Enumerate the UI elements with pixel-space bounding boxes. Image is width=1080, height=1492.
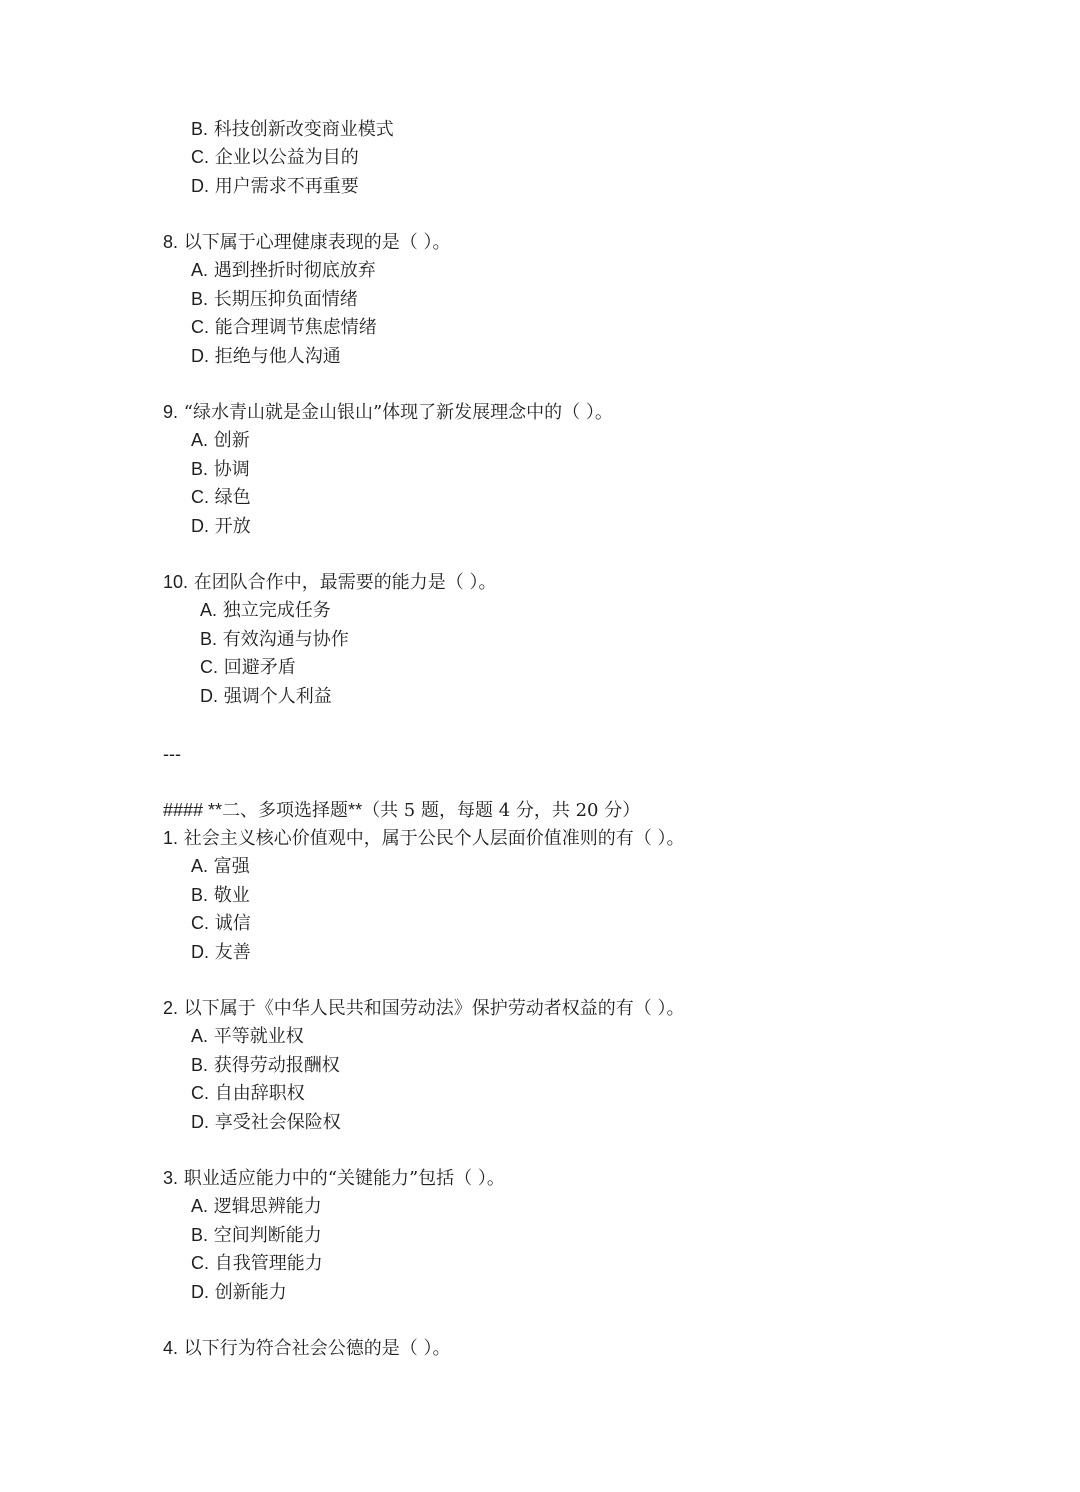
option-a: A. 创新 (191, 430, 250, 452)
multi-question-2 (163, 994, 963, 1136)
option-d: D. 用户需求不再重要 (191, 175, 359, 197)
option-c: C. 回避矛盾 (200, 657, 296, 679)
option-c: C. 企业以公益为目的 (191, 147, 359, 169)
multi-question-3 (163, 1164, 963, 1306)
option-d: D. 享受社会保险权 (191, 1111, 341, 1133)
question-7-fragment (163, 115, 963, 200)
question-10 (163, 568, 963, 710)
option-b: B. 协调 (191, 458, 250, 480)
multi-question-1 (163, 824, 963, 966)
question-9 (163, 398, 963, 540)
option-b: B. 空间判断能力 (191, 1224, 322, 1246)
option-b: B. 科技创新改变商业模式 (191, 119, 394, 140)
question-stem: 9. “绿水青山就是金山银山”体现了新发展理念中的（ ）。 (163, 402, 613, 423)
option-d: D. 开放 (191, 515, 251, 537)
option-a: A. 平等就业权 (191, 1026, 304, 1048)
option-d: D. 友善 (191, 941, 251, 963)
option-c: C. 能合理调节焦虑情绪 (191, 317, 377, 339)
option-c: C. 自由辞职权 (191, 1083, 305, 1105)
section-heading: #### **二、多项选择题**（共 5 题，每题 4 分，共 20 分） (163, 800, 641, 821)
option-a: A. 逻辑思辨能力 (191, 1196, 322, 1218)
question-stem: 8. 以下属于心理健康表现的是（ ）。 (163, 232, 451, 253)
question-stem: 4. 以下行为符合社会公德的是（ ）。 (163, 1338, 451, 1359)
option-a: A. 遇到挫折时彻底放弃 (191, 260, 376, 282)
option-b: B. 有效沟通与协作 (200, 628, 349, 650)
separator: --- (163, 744, 181, 764)
option-d: D. 创新能力 (191, 1281, 287, 1303)
question-stem: 3. 职业适应能力中的“关键能力”包括（ ）。 (163, 1168, 505, 1189)
option-b: B. 长期压抑负面情绪 (191, 288, 358, 310)
question-stem: 1. 社会主义核心价值观中，属于公民个人层面价值准则的有（ ）。 (163, 828, 685, 849)
option-b: B. 敬业 (191, 884, 250, 906)
option-c: C. 诚信 (191, 913, 251, 935)
option-a: A. 富强 (191, 856, 250, 878)
option-c: C. 自我管理能力 (191, 1253, 323, 1275)
option-a: A. 独立完成任务 (200, 600, 331, 622)
option-d: D. 强调个人利益 (200, 685, 332, 707)
option-c: C. 绿色 (191, 487, 251, 509)
multi-question-4 (163, 1334, 963, 1362)
question-stem: 2. 以下属于《中华人民共和国劳动法》保护劳动者权益的有（ ）。 (163, 998, 685, 1019)
option-d: D. 拒绝与他人沟通 (191, 345, 341, 367)
question-stem: 10. 在团队合作中，最需要的能力是（ ）。 (163, 572, 497, 593)
option-b: B. 获得劳动报酬权 (191, 1054, 340, 1076)
question-8 (163, 228, 963, 370)
